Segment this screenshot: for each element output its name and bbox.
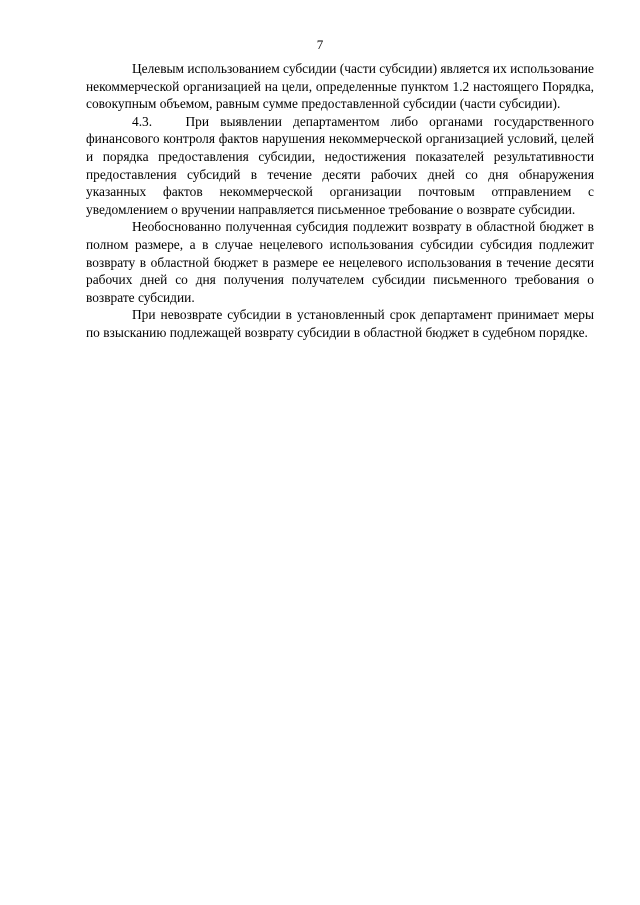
page-number: 7 [316, 37, 324, 52]
paragraph-court-recovery: При невозврате субсидии в установленный срок департамент принимает меры по взысканию подлежащей возврату субсидии в областной бюджет в судебном порядке. [86, 307, 594, 340]
paragraph-target-use: Целевым использованием субсидии (части субсидии) является их использование некоммерческой организацией на цели, определенные пунктом 1.2 настоящего Порядка, совокупным объемом, равным сумме предоставленной субсидии (части субсидии). [86, 61, 594, 112]
paragraph-4-3-violation-notice: 4.3. При выявлении департаментом либо органами государственного финансового контроля фактов нарушения некоммерческой организацией условий, целей и порядка предоставления субсидии, недостижения показателей результативности предоставления субсидий в течение десяти рабочих дней со дня обнаружения указанных фактов некоммерческой организации почтовым отправлением с уведомлением о вручении направляется письменное требование о возврате субсидии. [86, 113, 598, 217]
document-body [86, 60, 598, 342]
paragraph-refund-obligation: Необоснованно полученная субсидия подлежит возврату в областной бюджет в полном размере, а в случае нецелевого использования субсидии субсидия подлежит возврату в областной бюджет в размере ее нецелевого использования в течение десяти рабочих дней со дня получения получателем субсидии письменного требования о возврате субсидии. [86, 219, 594, 305]
